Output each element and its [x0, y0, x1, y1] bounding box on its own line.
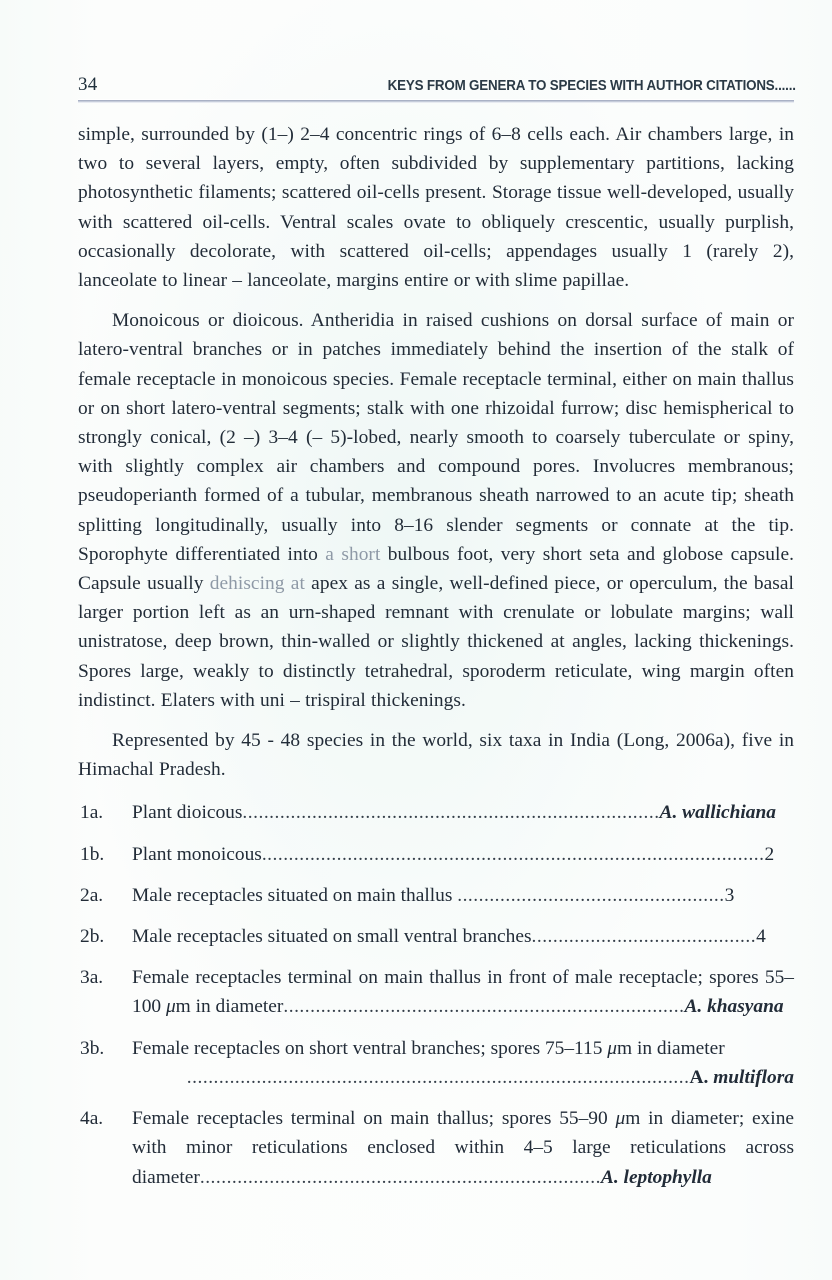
key-lead-number: 2b.	[80, 926, 105, 948]
key-lead-text	[132, 840, 794, 869]
dot-leader: ..................................................	[457, 884, 725, 906]
key-lead-description: Male receptacles situated on main thallus	[132, 884, 458, 906]
key-lead-description-tail: m in diameter; exine with minor reticulations enclosed within 4–5 large reticulations across diameter	[132, 1108, 794, 1188]
paragraph-reproduction-part2: bulbous foot, very short seta and globose capsule. Capsule usually	[78, 543, 794, 595]
key-lead-text	[132, 963, 794, 1021]
page-header	[78, 64, 794, 94]
paragraph-continuation: simple, surrounded by (1–) 2–4 concentric rings of 6–8 cells each. Air chambers large, in two to several layers, empty, often subdivided by supplementary partitions, lacking photosynthetic filaments; scattered oil-cells present. Storage tissue well-developed, usually with scattered oil-cells. Ventral scales ovate to obliquely crescentic, usually purplish, occasionally decolorate, with scattered oil-cells; appendages usually 1 (rarely 2), lanceolate to linear – lanceolate, margins entire or with slime papillae.	[78, 124, 794, 292]
key-result-taxon: A. khasyana	[684, 996, 784, 1018]
key-lead-description: Plant monoicous	[132, 843, 262, 865]
key-entry-1b	[78, 840, 794, 869]
key-lead-description: Male receptacles situated on small ventral branches	[132, 926, 532, 948]
key-result-number: 4	[756, 926, 766, 948]
dichotomous-key	[78, 798, 794, 1191]
key-lead-description: Plant dioicous	[132, 802, 243, 824]
key-entry-4a	[78, 1104, 794, 1192]
key-lead-number: 3b.	[80, 1037, 105, 1059]
dot-leader: ...........................................................................	[283, 996, 685, 1018]
key-entry-3a	[78, 963, 794, 1021]
key-result-number: 3	[724, 884, 735, 906]
dot-leader: ..........................................	[531, 926, 757, 948]
micrometre-symbol: μ	[165, 996, 176, 1018]
key-lead-number: 2a.	[80, 884, 104, 906]
dot-leader: ...........................................................................	[199, 1166, 601, 1188]
faded-text-dehiscing-at: dehiscing at	[209, 573, 305, 595]
key-entry-1a	[78, 798, 794, 827]
paragraph-reproduction	[78, 306, 794, 715]
key-lead-number: 1a.	[80, 802, 104, 824]
key-result-taxon: A. wallichiana	[659, 802, 776, 824]
key-lead-description: Female receptacles terminal on main thallus; spores 55–90	[132, 1108, 616, 1130]
key-lead-text	[132, 881, 794, 910]
micrometre-symbol: μ	[607, 1037, 618, 1059]
key-result-taxon: A. leptophylla	[600, 1166, 712, 1188]
key-entry-3b	[78, 1034, 794, 1092]
key-result-number: 2	[764, 843, 775, 865]
key-lead-description-tail: m in diameter	[617, 1037, 725, 1059]
key-lead-text	[132, 922, 794, 951]
page-number: 34	[78, 74, 98, 95]
key-result-genus: A.	[689, 1066, 714, 1088]
key-lead-description-tail: m in diameter	[175, 996, 284, 1018]
key-result-line	[132, 1063, 794, 1092]
key-lead-number: 3a.	[80, 967, 104, 989]
key-lead-number: 4a.	[80, 1108, 104, 1130]
key-result-taxon: multiflora	[713, 1066, 794, 1088]
paragraph-reproduction-part3: apex as a single, well-defined piece, or operculum, the basal larger portion left as an urn-shaped remnant with crenulate or lobulate margins; wall unistratose, deep brown, thin-walled or slightly thickened at angles, lacking thickenings. Spores large, weakly to distinctly tetrahedral, sporoderm reticulate, wing margin often indistinct. Elaters with uni – trispiral thickenings.	[78, 573, 794, 711]
micrometre-symbol: μ	[615, 1108, 626, 1130]
dot-leader: ..............................................................................................	[261, 843, 765, 865]
key-lead-text	[132, 1034, 794, 1092]
key-entry-2a	[78, 881, 794, 910]
faded-text-a-short: a short	[325, 543, 381, 565]
paragraph-distribution: Represented by 45 - 48 species in the world, six taxa in India (Long, 2006a), five in Himachal Pradesh.	[78, 730, 794, 781]
dot-leader: ..............................................................................................	[186, 1066, 690, 1088]
paragraph-reproduction-part1: Monoicous or dioicous. Antheridia in raised cushions on dorsal surface of main or latero-ventral branches or in patches immediately behind the insertion of the stalk of female receptacle in monoicous species. Female receptacle terminal, either on main thallus or on short latero-ventral segments; stalk with one rhizoidal furrow; disc hemispherical to strongly conical, (2 –) 3–4 (– 5)-lobed, nearly smooth to coarsely tuberculate or spiny, with slightly complex air chambers and compound pores. Involucres membranous; pseudoperianth formed of a tubular, membranous sheath narrowed to an acute tip; sheath splitting longitudinally, usually into 8–16 slender segments or connate at the tip. Sporophyte differentiated into	[78, 310, 794, 565]
dot-leader: ..............................................................................	[242, 802, 660, 824]
key-lead-number: 1b.	[80, 843, 105, 865]
key-lead-description: Female receptacles terminal on main thallus in front of male receptacle; spores 55–100	[132, 967, 794, 1018]
key-entry-2b	[78, 922, 794, 951]
key-lead-text	[132, 1104, 794, 1192]
header-divider	[78, 99, 794, 103]
key-lead-text	[132, 798, 794, 827]
key-lead-description: Female receptacles on short ventral branches; spores 75–115	[132, 1037, 608, 1059]
running-title: KEYS FROM GENERA TO SPECIES WITH AUTHOR CITATIONS......	[387, 77, 796, 94]
page-content	[78, 0, 794, 1204]
